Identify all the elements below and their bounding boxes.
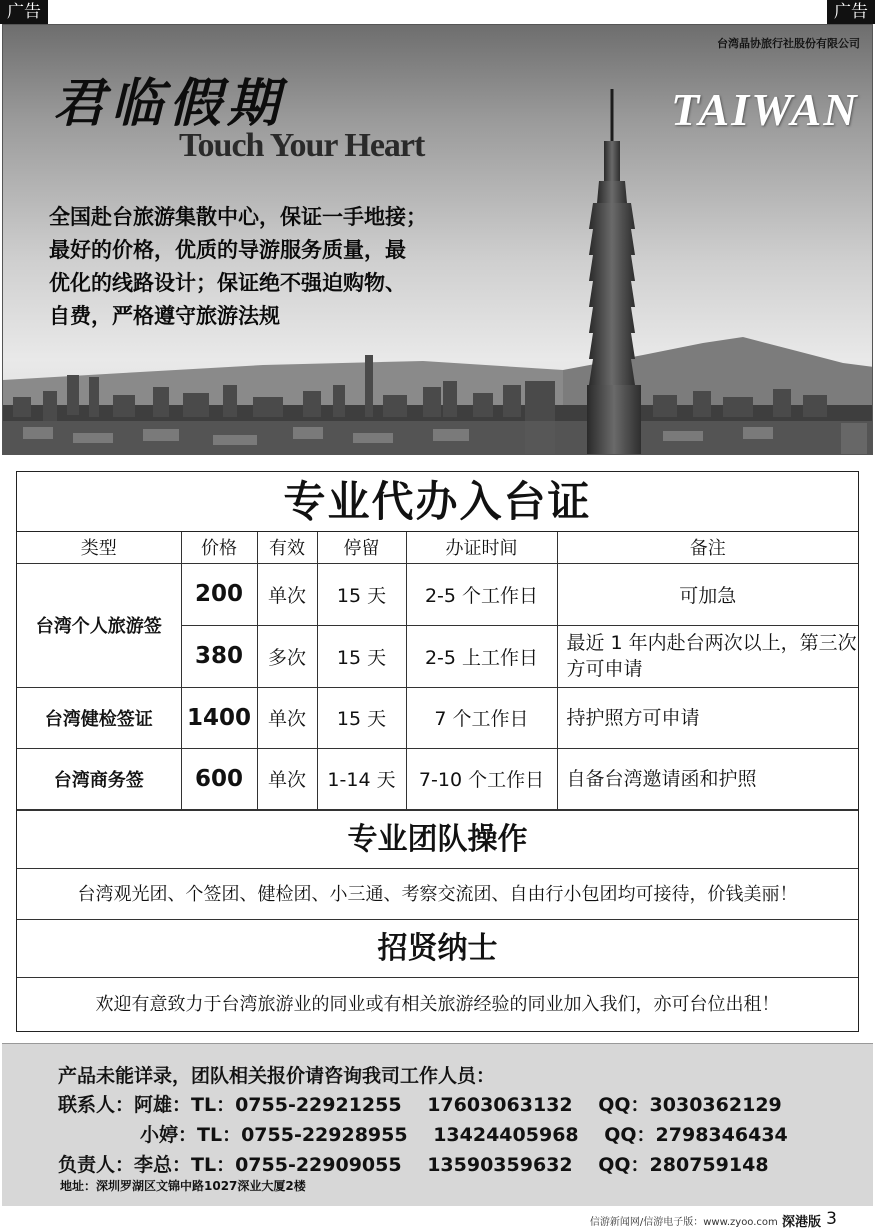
brand-title: 君临假期 [53,73,286,134]
visa-service-table [16,471,859,1032]
visa-note: 最近 1 年内赴台两次以上，第三次方可申请 [557,625,858,687]
contact-intro: 产品未能详录，团队相关报价请咨询我司工作人员： [58,1065,496,1087]
visa-price: 380 [181,625,257,687]
visa-processing-time: 2-5 上工作日 [406,625,557,687]
header-note: 备注 [557,532,858,563]
team-section-title: 专业团队操作 [17,810,858,868]
ad-label-left: 广告 [0,0,48,24]
visa-note: 可加急 [557,563,858,625]
header-time: 办证时间 [406,532,557,563]
table-title: 专业代办入台证 [17,472,858,532]
visa-note: 持护照方可申请 [557,687,858,748]
brand-tagline: Touch Your Heart [179,127,425,164]
visa-price-table [17,532,858,810]
visa-validity: 单次 [257,687,317,748]
header-valid: 有效 [257,532,317,563]
visa-note: 自备台湾邀请函和护照 [557,748,858,809]
visa-validity: 单次 [257,563,317,625]
recruit-section-text: 欢迎有意致力于台湾旅游业的同业或有相关旅游经验的同业加入我们，亦可台位出租！ [17,977,858,1031]
recruit-section-title: 招贤纳士 [17,919,858,977]
visa-validity: 多次 [257,625,317,687]
visa-price: 200 [181,563,257,625]
slogan-line: 最好的价格，优质的导游服务质量，最 [49,238,406,262]
table-header-row [17,532,858,563]
visa-processing-time: 7 个工作日 [406,687,557,748]
contact-info [2,1043,873,1206]
visa-type: 台湾商务签 [17,748,181,809]
footer-edition: 深港版 [781,1215,821,1230]
visa-stay: 1-14 天 [317,748,406,809]
table-row [17,563,858,625]
slogan-line: 自费，严格遵守旅游法规 [49,304,280,328]
page-footer [0,1206,875,1230]
visa-type: 台湾健检签证 [17,687,181,748]
ad-label-right: 广告 [827,0,875,24]
address: 地址：深圳罗湖区文锦中路1027深业大厦2楼 [60,1179,306,1193]
page-number: 3 [826,1209,837,1229]
visa-stay: 15 天 [317,625,406,687]
taipei-101-tower [587,89,641,455]
slogan-line: 全国赴台旅游集散中心，保证一手地接； [49,205,427,229]
hero-banner [2,24,873,455]
visa-processing-time: 7-10 个工作日 [406,748,557,809]
team-section-text: 台湾观光团、个签团、健检团、小三通、考察交流团、自由行小包团均可接待，价钱美丽！ [17,868,858,919]
visa-validity: 单次 [257,748,317,809]
slogan [49,201,549,333]
slogan-line: 优化的线路设计；保证绝不强迫购物、 [49,271,406,295]
taiwan-logo: TAIWAN [671,84,859,135]
visa-stay: 15 天 [317,563,406,625]
header-type: 类型 [17,532,181,563]
visa-type: 台湾个人旅游签 [17,563,181,687]
table-row [17,748,858,809]
header-stay: 停留 [317,532,406,563]
visa-stay: 15 天 [317,687,406,748]
visa-price: 1400 [181,687,257,748]
visa-price: 600 [181,748,257,809]
footer-source: 信游新闻网/信游电子版：www.zyoo.com │ [589,1217,787,1228]
contact-line: 联系人：阿雄：TL：0755-22921255 17603063132 QQ：3030362129 [58,1094,782,1116]
contact-line: 负责人：李总：TL：0755-22909055 13590359632 QQ：280759148 [58,1154,769,1176]
visa-processing-time: 2-5 个工作日 [406,563,557,625]
header-price: 价格 [181,532,257,563]
company-name: 台湾晶协旅行社股份有限公司 [717,37,860,50]
table-row [17,687,858,748]
contact-line: 小婷：TL：0755-22928955 13424405968 QQ：2798346434 [140,1124,788,1146]
